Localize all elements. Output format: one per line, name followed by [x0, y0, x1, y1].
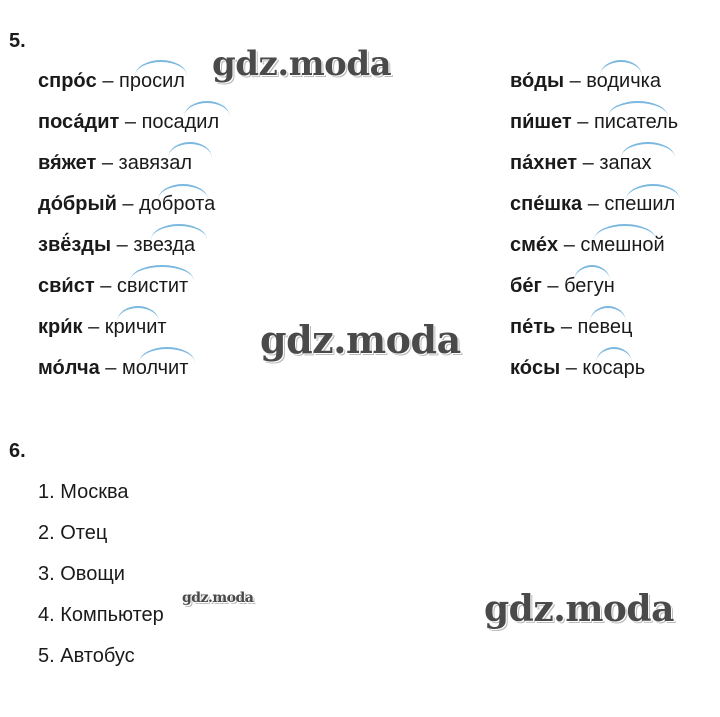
related-word: писатель: [593, 111, 679, 133]
related-word: водичка: [586, 70, 661, 92]
exercise-6-number: 6.: [9, 440, 26, 462]
list-item: 4. Компьютер: [38, 604, 164, 626]
watermark: gdz.moda: [182, 590, 254, 606]
dash: –: [564, 70, 587, 92]
word: во́ды: [510, 70, 565, 92]
root-arc: [596, 347, 632, 363]
dash: –: [94, 275, 117, 297]
root-arc: [117, 306, 159, 322]
word: мо́лча: [38, 357, 100, 379]
word: сви́ст: [38, 275, 95, 297]
word: звё́зды: [38, 234, 112, 256]
word: вя́жет: [38, 152, 97, 174]
list-item: 1. Москва: [38, 481, 129, 503]
related-word: звезда: [133, 234, 196, 256]
root-arc: [621, 142, 675, 158]
exercise-5-number: 5.: [9, 30, 26, 52]
root-arc: [626, 184, 680, 200]
dash: –: [96, 152, 119, 174]
related-word: доброта: [139, 193, 216, 215]
word: пи́шет: [510, 111, 572, 133]
related-word: бегун: [564, 275, 615, 297]
related-word: косарь: [582, 357, 646, 379]
related-word: молчит: [121, 357, 189, 379]
dash: –: [111, 234, 134, 256]
word: пе́ть: [510, 316, 556, 338]
root-arc: [184, 101, 230, 117]
related-word: запах: [599, 152, 652, 174]
dash: –: [119, 111, 142, 133]
word: до́брый: [38, 193, 117, 215]
root-arc: [130, 265, 194, 281]
list-item: 5. Автобус: [38, 645, 135, 667]
dash: –: [582, 193, 605, 215]
root-arc: [151, 224, 207, 240]
root-arc: [608, 101, 668, 117]
word: кри́к: [38, 316, 83, 338]
word: ко́сы: [510, 357, 561, 379]
word: спе́шка: [510, 193, 583, 215]
dash: –: [99, 357, 122, 379]
root-arc: [168, 142, 212, 158]
related-word: спешил: [604, 193, 676, 215]
related-word: смешной: [580, 234, 665, 256]
related-word: кричит: [104, 316, 167, 338]
dash: –: [116, 193, 140, 215]
dash: –: [571, 111, 594, 133]
word: сме́х: [510, 234, 559, 256]
dash: –: [560, 357, 583, 379]
related-word: певец: [577, 316, 633, 338]
dash: –: [541, 275, 565, 297]
word: бе́г: [510, 275, 542, 297]
list-item: 2. Отец: [38, 522, 108, 544]
root-arc: [590, 306, 626, 322]
watermark: gdz.moda: [212, 44, 392, 84]
root-arc: [594, 224, 656, 240]
related-word: завязал: [118, 152, 193, 174]
related-word: посадил: [141, 111, 220, 133]
dash: –: [82, 316, 105, 338]
word: поса́дит: [38, 111, 120, 133]
related-word: свистит: [116, 275, 189, 297]
watermark: gdz.moda: [484, 588, 674, 630]
root-arc: [139, 347, 195, 363]
dash: –: [577, 152, 600, 174]
root-arc: [135, 60, 187, 76]
related-word: просил: [119, 70, 185, 92]
dash: –: [555, 316, 578, 338]
dash: –: [558, 234, 581, 256]
root-arc: [574, 265, 610, 281]
word: па́хнет: [510, 152, 578, 174]
root-arc: [600, 60, 642, 76]
watermark: gdz.moda: [260, 317, 461, 362]
word: спро́с: [38, 70, 97, 92]
list-item: 3. Овощи: [38, 563, 125, 585]
root-arc: [158, 184, 208, 200]
dash: –: [96, 70, 120, 92]
